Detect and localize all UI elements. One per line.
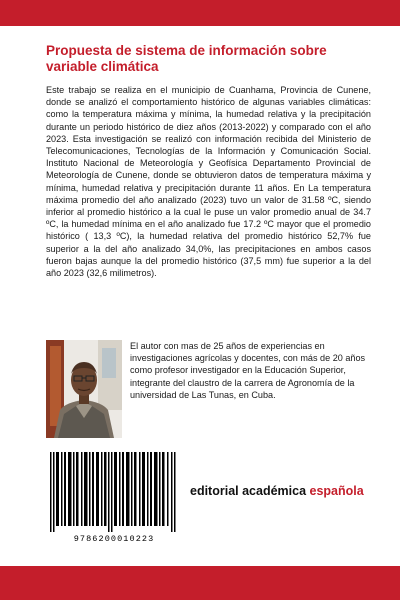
barcode-bars: [46, 452, 182, 532]
author-photo: [46, 340, 122, 438]
book-title: Propuesta de sistema de información sobre variable climática: [46, 43, 327, 74]
author-bio: El autor con mas de 25 años de experiencias en investigaciones agrícolas y docentes, con más de 20 años como profesor investigador en la Educación Superior, integrante del claustro de la carrera de Agronomía de la universidad de Las Tunas, en Cuba.: [130, 341, 366, 400]
isbn-barcode: [46, 452, 182, 548]
publisher-name-main: editorial académica: [190, 484, 307, 498]
bottom-color-band: [0, 566, 400, 600]
publisher-name: [190, 484, 380, 498]
isbn-number: 9786200010223: [73, 534, 155, 544]
publisher-name-accent: española: [309, 484, 364, 498]
top-color-band: [0, 0, 400, 26]
abstract-text: Este trabajo se realiza en el municipio de Cuanhama, Provincia de Cunene, donde se analizó el comportamiento histórico de algunas variables climáticas: como la temperatura máxima y mínima, la humedad relativa y la precipitación durante un periodo histórico de diez años (2013-2022) y comparado con el año 2023. Esta investigación se realizó con información recibida del Ministerio de Telecomunicaciones, Tecnologías de la Información y Comunicación Social. Instituto Nacional de Meteorología y Geofísica Departamento Provincial de Meteorología de Cunene, donde se obtuvieron datos de temperatura máxima y mínima, humedad relativa y precipitación durante 11 años. En La temperatura máxima promedio del año analizado (2023) tuvo un valor de 31.58 ºC, siendo inferior al promedio histórico a la cual le puse un valor promedio anual de 34.7 ºC, la humedad mínima en el año analizado fue 17.2 ºC mayor que el promedio histórico ( 13,3 ºC), la humedad relativa del promedio histórico 52,7% fue superior a la del año analizado 34,0%, las precipitaciones en ambos casos fueron bajas aunque la del promedio histórico (37,5 mm) fue superior a la del año 2023 (32,6 milimetros).: [46, 85, 371, 279]
